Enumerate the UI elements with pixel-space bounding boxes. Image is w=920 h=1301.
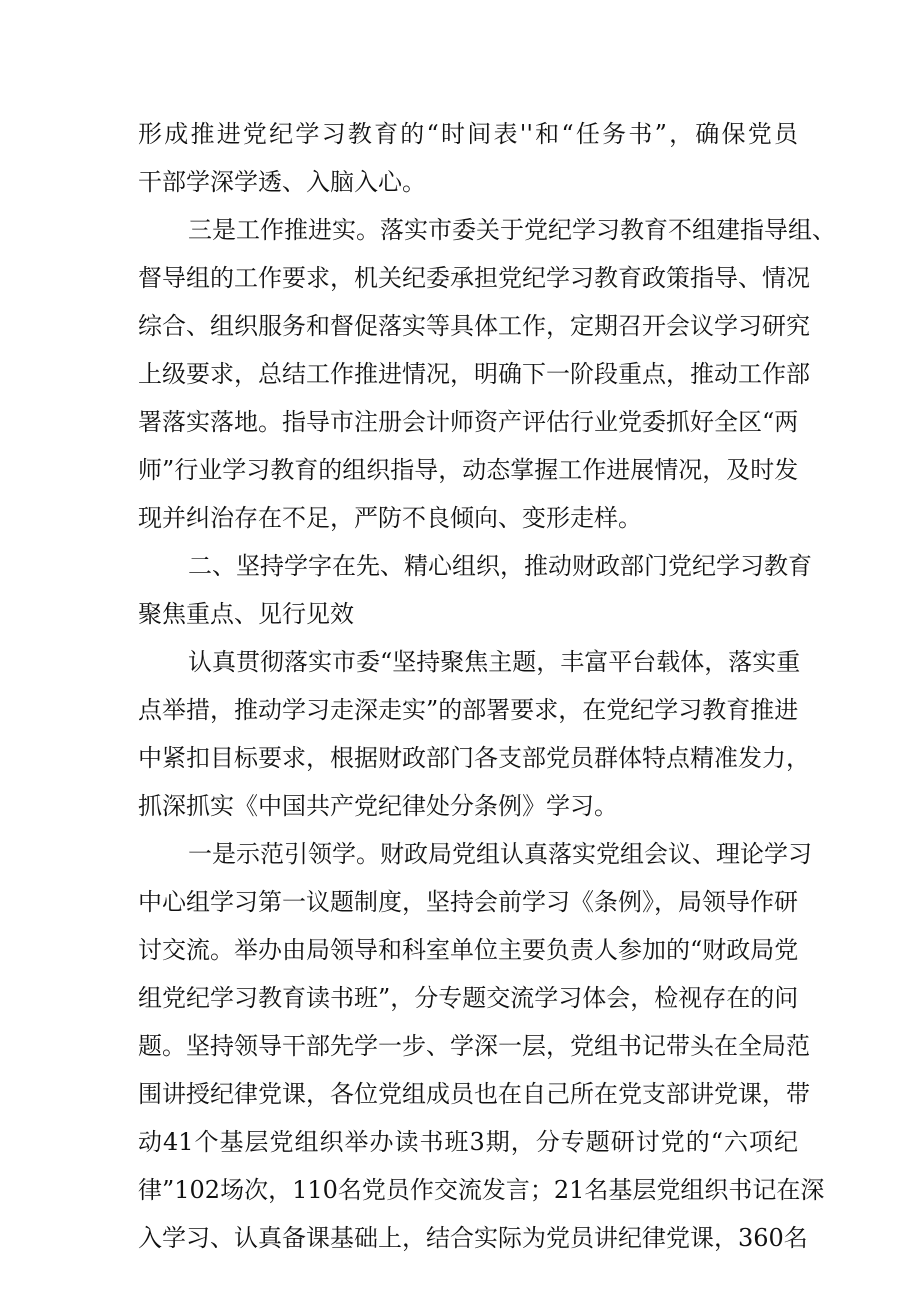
text-line: 入学习、认真备课基础上，结合实际为党员讲纪律党课，360名 (138, 1224, 808, 1252)
text-line: 中紧扣目标要求，根据财政部门各支部党员群体特点精准发力， (138, 744, 810, 772)
text-line: 围讲授纪律党课，各位党组成员也在自己所在党支部讲党课，带 (138, 1080, 810, 1108)
text-line: 认真贯彻落实市委“坚持聚焦主题，丰富平台载体，落实重 (188, 648, 801, 676)
text-line: 组党纪学习教育读书班”，分专题交流学习体会，检视存在的问 (138, 984, 799, 1012)
text-line: 师”行业学习教育的组织指导，动态掌握工作进展情况，及时发 (138, 456, 799, 484)
text-line: 中心组学习第一议题制度，坚持会前学习《条例》，局领导作研 (138, 888, 798, 916)
text-line: 题。坚持领导干部先学一步、学深一层，党组书记带头在全局范 (138, 1032, 810, 1060)
text-line: 现并纠治存在不足，严防不良倾向、变形走样。 (138, 504, 642, 532)
text-line: 综合、组织服务和督促落实等具体工作，定期召开会议学习研究 (138, 312, 810, 340)
text-line: 抓深抓实《中国共产党纪律处分条例》学习。 (138, 792, 618, 820)
section-heading-line: 聚焦重点、见行见效 (138, 600, 354, 628)
text-line: 律”102场次，110名党员作交流发言；21名基层党组织书记在深 (138, 1176, 825, 1204)
text-line: 点举措，推动学习走深走实”的部署要求，在党纪学习教育推进 (138, 696, 799, 724)
section-heading-line: 二、坚持学字在先、精心组织，推动财政部门党纪学习教育 (188, 552, 812, 580)
text-line: 督导组的工作要求，机关纪委承担党纪学习教育政策指导、情况 (138, 264, 810, 292)
text-line: 动41个基层党组织举办读书班3期，分专题研讨党的“六项纪 (138, 1128, 798, 1156)
text-line: 上级要求，总结工作推进情况，明确下一阶段重点，推动工作部 (138, 360, 810, 388)
body-text (138, 110, 836, 1262)
text-line: 三是工作推进实。落实市委关于党纪学习教育不组建指导组、 (188, 216, 836, 244)
text-line: 讨交流。举办由局领导和科室单位主要负责人参加的“财政局党 (138, 936, 799, 964)
text-line: 形成推进党纪学习教育的“时间表''和“任务书”，确保党员 (138, 120, 798, 148)
text-line: 署落实落地。指导市注册会计师资产评估行业党委抓好全区“两 (138, 408, 799, 436)
text-line: 干部学深学透、入脑入心。 (138, 168, 426, 196)
text-line: 一是示范引领学。财政局党组认真落实党组会议、理论学习 (188, 840, 812, 868)
